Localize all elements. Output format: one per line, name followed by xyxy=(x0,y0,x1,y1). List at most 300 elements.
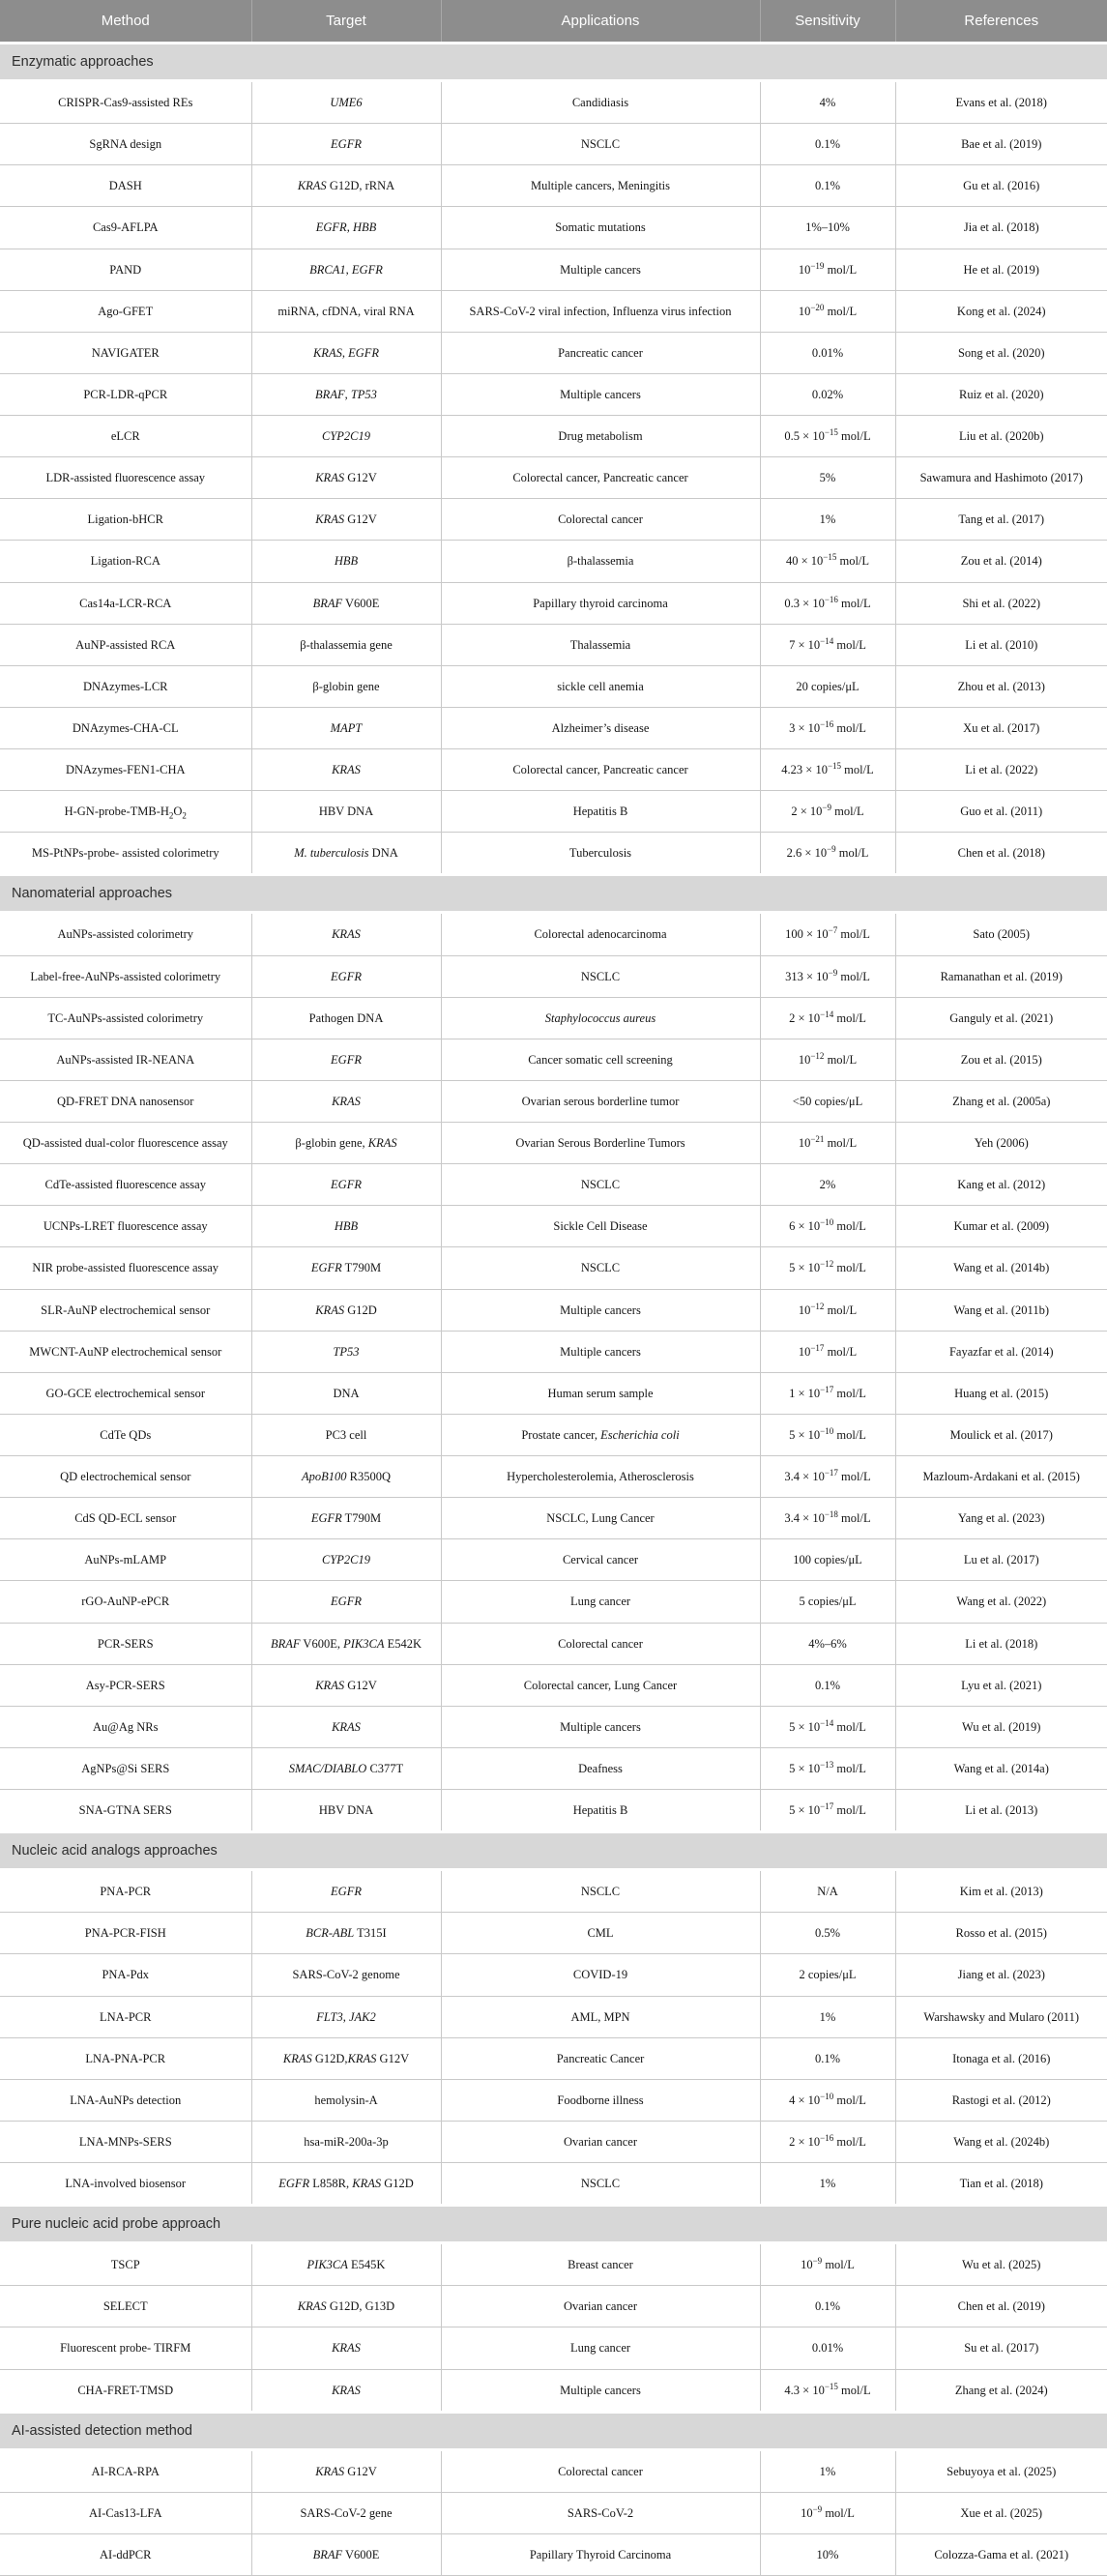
cell-applications: Multiple cancers xyxy=(441,1289,760,1331)
cell-applications: Alzheimer’s disease xyxy=(441,707,760,748)
table-row xyxy=(0,1913,1107,1954)
table-row xyxy=(0,1581,1107,1623)
cell-applications: Ovarian cancer xyxy=(441,2121,760,2162)
cell-sensitivity: $4.23 \times 10^{-15}$ mol/L xyxy=(760,749,895,791)
table-row xyxy=(0,1747,1107,1789)
cell-target: β-thalassemia gene xyxy=(251,624,441,665)
cell-applications: Ovarian Serous Borderline Tumors xyxy=(441,1123,760,1164)
cell-method: eLCR xyxy=(0,416,251,457)
table-row xyxy=(0,1289,1107,1331)
cell-method: QD-assisted dual-color fluorescence assay xyxy=(0,1123,251,1164)
section-header-label: Nucleic acid analogs approaches xyxy=(0,1832,1107,1870)
cell-target: KRAS G12V xyxy=(251,499,441,541)
cell-sensitivity: 1%–10% xyxy=(760,207,895,249)
cell-target: EGFR xyxy=(251,124,441,165)
cell-references: Wu et al. (2025) xyxy=(895,2243,1107,2286)
cell-target: MAPT xyxy=(251,707,441,748)
cell-sensitivity: $5 \times 10^{-13}$ mol/L xyxy=(760,1747,895,1789)
cell-references: Zou et al. (2015) xyxy=(895,1039,1107,1080)
cell-method: Fluorescent probe- TIRFM xyxy=(0,2327,251,2369)
cell-target: HBV DNA xyxy=(251,1790,441,1832)
table-row xyxy=(0,1539,1107,1581)
cell-references: Kang et al. (2012) xyxy=(895,1164,1107,1206)
cell-applications: NSCLC xyxy=(441,2163,760,2206)
cell-method: LDR-assisted fluorescence assay xyxy=(0,457,251,499)
cell-method: AI-ddPCR xyxy=(0,2533,251,2575)
cell-references: Li et al. (2010) xyxy=(895,624,1107,665)
cell-target: SMAC/DIABLO C377T xyxy=(251,1747,441,1789)
cell-method: Ligation-bHCR xyxy=(0,499,251,541)
cell-references: Wang et al. (2014b) xyxy=(895,1247,1107,1289)
cell-target: DNA xyxy=(251,1372,441,1414)
cell-sensitivity: $4 \times 10^{-10}$ mol/L xyxy=(760,2079,895,2121)
cell-applications: NSCLC xyxy=(441,955,760,997)
cell-target: CYP2C19 xyxy=(251,1539,441,1581)
cell-sensitivity: 5 copies/μL xyxy=(760,1581,895,1623)
cell-sensitivity: 100 copies/μL xyxy=(760,1539,895,1581)
cell-sensitivity: 1% xyxy=(760,2449,895,2492)
cell-applications: NSCLC xyxy=(441,124,760,165)
cell-applications: NSCLC xyxy=(441,1164,760,1206)
table-row xyxy=(0,2037,1107,2079)
cell-method: AuNPs-assisted IR-NEANA xyxy=(0,1039,251,1080)
table-row xyxy=(0,373,1107,415)
cell-target: EGFR xyxy=(251,1164,441,1206)
cell-sensitivity: $4.3 \times 10^{-15}$ mol/L xyxy=(760,2369,895,2412)
cell-sensitivity: 1% xyxy=(760,1996,895,2037)
cell-method: rGO-AuNP-ePCR xyxy=(0,1581,251,1623)
cell-target: KRAS G12D, G13D xyxy=(251,2286,441,2327)
cell-method: SNA-GTNA SERS xyxy=(0,1790,251,1832)
cell-applications: Multiple cancers xyxy=(441,2369,760,2412)
cell-references: Yeh (2006) xyxy=(895,1123,1107,1164)
cell-references: Li et al. (2013) xyxy=(895,1790,1107,1832)
cell-sensitivity: $5 \times 10^{-14}$ mol/L xyxy=(760,1706,895,1747)
section-header-label: Pure nucleic acid probe approach xyxy=(0,2206,1107,2243)
cell-applications: Somatic mutations xyxy=(441,207,760,249)
cell-method: QD-FRET DNA nanosensor xyxy=(0,1080,251,1122)
table-row xyxy=(0,124,1107,165)
table-row xyxy=(0,2449,1107,2492)
table-row xyxy=(0,913,1107,955)
table-row xyxy=(0,1954,1107,1996)
table-row xyxy=(0,2243,1107,2286)
table-row xyxy=(0,207,1107,249)
cell-applications: Colorectal cancer xyxy=(441,499,760,541)
cell-method: $H-GN-probe-TMB-H_2O_2$ xyxy=(0,791,251,833)
cell-references: Mazloum-Ardakani et al. (2015) xyxy=(895,1456,1107,1498)
section-header-label: Enzymatic approaches xyxy=(0,44,1107,81)
cell-applications: Colorectal cancer, Pancreatic cancer xyxy=(441,457,760,499)
cell-applications: Ovarian serous borderline tumor xyxy=(441,1080,760,1122)
cell-method: AI-RCA-RPA xyxy=(0,2449,251,2492)
cell-method: DASH xyxy=(0,165,251,207)
cell-references: Zhou et al. (2013) xyxy=(895,665,1107,707)
cell-target: EGFR xyxy=(251,1870,441,1913)
cell-target: PC3 cell xyxy=(251,1414,441,1455)
cell-applications: Drug metabolism xyxy=(441,416,760,457)
cell-method: AI-Cas13-LFA xyxy=(0,2492,251,2533)
table-row xyxy=(0,749,1107,791)
table-row xyxy=(0,1123,1107,1164)
cell-applications: Papillary thyroid carcinoma xyxy=(441,582,760,624)
cell-target: BRAF V600E, PIK3CA E542K xyxy=(251,1623,441,1664)
cell-target: TP53 xyxy=(251,1331,441,1372)
cell-sensitivity: $0.5 \times 10^{-15}$ mol/L xyxy=(760,416,895,457)
table-row xyxy=(0,2369,1107,2412)
table-row xyxy=(0,1039,1107,1080)
cell-method: SgRNA design xyxy=(0,124,251,165)
cell-method: Au@Ag NRs xyxy=(0,1706,251,1747)
cell-target: FLT3, JAK2 xyxy=(251,1996,441,2037)
cell-method: Cas14a-LCR-RCA xyxy=(0,582,251,624)
cell-applications: Colorectal cancer xyxy=(441,2449,760,2492)
cell-applications: Colorectal cancer, Lung Cancer xyxy=(441,1664,760,1706)
cell-applications: Foodborne illness xyxy=(441,2079,760,2121)
cell-sensitivity: $3.4 \times 10^{-18}$ mol/L xyxy=(760,1498,895,1539)
cell-references: Jia et al. (2018) xyxy=(895,207,1107,249)
cell-references: Rastogi et al. (2012) xyxy=(895,2079,1107,2121)
cell-target: EGFR xyxy=(251,955,441,997)
cell-target: SARS-CoV-2 gene xyxy=(251,2492,441,2533)
cell-target: Pathogen DNA xyxy=(251,997,441,1039)
cell-method: CdTe-assisted fluorescence assay xyxy=(0,1164,251,1206)
table-row xyxy=(0,249,1107,290)
cell-applications: Human serum sample xyxy=(441,1372,760,1414)
cell-method: LNA-AuNPs detection xyxy=(0,2079,251,2121)
table-row xyxy=(0,665,1107,707)
cell-references: Fayazfar et al. (2014) xyxy=(895,1331,1107,1372)
cell-sensitivity: $2 \times 10^{-14}$ mol/L xyxy=(760,997,895,1039)
cell-target: BRAF, TP53 xyxy=(251,373,441,415)
cell-method: PNA-PCR xyxy=(0,1870,251,1913)
cell-method: CdS QD-ECL sensor xyxy=(0,1498,251,1539)
cell-method: LNA-PCR xyxy=(0,1996,251,2037)
cell-target: EGFR L858R, KRAS G12D xyxy=(251,2163,441,2206)
cell-applications: Ovarian cancer xyxy=(441,2286,760,2327)
cell-references: Sawamura and Hashimoto (2017) xyxy=(895,457,1107,499)
cell-applications: Colorectal cancer xyxy=(441,1623,760,1664)
cell-sensitivity: $313 \times 10^{-9}$ mol/L xyxy=(760,955,895,997)
cell-references: Colozza-Gama et al. (2021) xyxy=(895,2533,1107,2575)
cell-applications: Hypercholesterolemia, Atherosclerosis xyxy=(441,1456,760,1498)
cell-references: Zhang et al. (2024) xyxy=(895,2369,1107,2412)
cell-target: ApoB100 R3500Q xyxy=(251,1456,441,1498)
cell-applications: Multiple cancers xyxy=(441,1706,760,1747)
cell-applications: Colorectal adenocarcinoma xyxy=(441,913,760,955)
cell-method: PCR-LDR-qPCR xyxy=(0,373,251,415)
cell-method: DNAzymes-LCR xyxy=(0,665,251,707)
cell-sensitivity: 0.5% xyxy=(760,1913,895,1954)
cell-references: Tian et al. (2018) xyxy=(895,2163,1107,2206)
cell-sensitivity: 0.01% xyxy=(760,332,895,373)
cell-applications: Lung cancer xyxy=(441,2327,760,2369)
cell-method: LNA-PNA-PCR xyxy=(0,2037,251,2079)
cell-sensitivity: $7 \times 10^{-14}$ mol/L xyxy=(760,624,895,665)
cell-sensitivity: $3.4 \times 10^{-17}$ mol/L xyxy=(760,1456,895,1498)
cell-applications: Multiple cancers xyxy=(441,249,760,290)
cell-method: AuNP-assisted RCA xyxy=(0,624,251,665)
cell-sensitivity: $5 \times 10^{-10}$ mol/L xyxy=(760,1414,895,1455)
cell-references: Evans et al. (2018) xyxy=(895,81,1107,124)
cell-sensitivity: $10^{-12}$ mol/L xyxy=(760,1039,895,1080)
cell-sensitivity: $5 \times 10^{-17}$ mol/L xyxy=(760,1790,895,1832)
table-row xyxy=(0,1870,1107,1913)
section-header-label: Nanomaterial approaches xyxy=(0,875,1107,913)
cell-references: Ruiz et al. (2020) xyxy=(895,373,1107,415)
cell-method: UCNPs-LRET fluorescence assay xyxy=(0,1206,251,1247)
table-row xyxy=(0,541,1107,582)
table-row xyxy=(0,165,1107,207)
cell-references: Xue et al. (2025) xyxy=(895,2492,1107,2533)
cell-sensitivity: $10^{-19}$ mol/L xyxy=(760,249,895,290)
cell-sensitivity: 0.01% xyxy=(760,2327,895,2369)
cell-references: Rosso et al. (2015) xyxy=(895,1913,1107,1954)
cell-applications: SARS-CoV-2 xyxy=(441,2492,760,2533)
cell-method: Ago-GFET xyxy=(0,290,251,332)
table-row xyxy=(0,1080,1107,1122)
cell-target: UME6 xyxy=(251,81,441,124)
cell-applications: Colorectal cancer, Pancreatic cancer xyxy=(441,749,760,791)
cell-references: Zhang et al. (2005a) xyxy=(895,1080,1107,1122)
cell-sensitivity: 0.1% xyxy=(760,124,895,165)
table-row xyxy=(0,290,1107,332)
cell-applications: Sickle Cell Disease xyxy=(441,1206,760,1247)
cell-target: hsa-miR-200a-3p xyxy=(251,2121,441,2162)
cell-references: Shi et al. (2022) xyxy=(895,582,1107,624)
table-row xyxy=(0,2533,1107,2575)
cell-target: EGFR xyxy=(251,1581,441,1623)
cell-references: Itonaga et al. (2016) xyxy=(895,2037,1107,2079)
cell-target: KRAS xyxy=(251,1080,441,1122)
cell-target: BRCA1, EGFR xyxy=(251,249,441,290)
table-row xyxy=(0,2327,1107,2369)
cell-references: Guo et al. (2011) xyxy=(895,791,1107,833)
cell-applications: CML xyxy=(441,1913,760,1954)
cell-sensitivity: 10% xyxy=(760,2533,895,2575)
cell-references: Jiang et al. (2023) xyxy=(895,1954,1107,1996)
cell-references: He et al. (2019) xyxy=(895,249,1107,290)
table-row xyxy=(0,707,1107,748)
cell-applications: Pancreatic cancer xyxy=(441,332,760,373)
cell-applications: SARS-CoV-2 viral infection, Influenza virus infection xyxy=(441,290,760,332)
table-row xyxy=(0,1164,1107,1206)
cell-method: TC-AuNPs-assisted colorimetry xyxy=(0,997,251,1039)
cell-method: PAND xyxy=(0,249,251,290)
cell-target: β-globin gene, KRAS xyxy=(251,1123,441,1164)
table-row xyxy=(0,624,1107,665)
cell-target: KRAS xyxy=(251,1706,441,1747)
cell-applications: Prostate cancer, Escherichia coli xyxy=(441,1414,760,1455)
cell-applications: AML, MPN xyxy=(441,1996,760,2037)
cell-applications: Papillary Thyroid Carcinoma xyxy=(441,2533,760,2575)
cell-target: BRAF V600E xyxy=(251,582,441,624)
column-header-method: Method xyxy=(0,0,251,44)
cell-applications: Multiple cancers xyxy=(441,373,760,415)
cell-sensitivity: 4%–6% xyxy=(760,1623,895,1664)
cell-target: EGFR, HBB xyxy=(251,207,441,249)
cell-method: DNAzymes-CHA-CL xyxy=(0,707,251,748)
table-row xyxy=(0,1623,1107,1664)
cell-sensitivity: $10^{-9}$ mol/L xyxy=(760,2492,895,2533)
cell-sensitivity: N/A xyxy=(760,1870,895,1913)
cell-references: Warshawsky and Mularo (2011) xyxy=(895,1996,1107,2037)
cell-references: Wang et al. (2022) xyxy=(895,1581,1107,1623)
cell-method: NAVIGATER xyxy=(0,332,251,373)
cell-references: Wang et al. (2014a) xyxy=(895,1747,1107,1789)
column-header-sensitivity: Sensitivity xyxy=(760,0,895,44)
section-header-row xyxy=(0,2412,1107,2449)
cell-target: BRAF V600E xyxy=(251,2533,441,2575)
cell-references: Kim et al. (2013) xyxy=(895,1870,1107,1913)
column-header-target: Target xyxy=(251,0,441,44)
cell-applications: Cancer somatic cell screening xyxy=(441,1039,760,1080)
cell-target: KRAS G12V xyxy=(251,1664,441,1706)
cell-sensitivity: $40 \times 10^{-15}$ mol/L xyxy=(760,541,895,582)
cell-target: KRAS xyxy=(251,749,441,791)
table-row xyxy=(0,2492,1107,2533)
cell-method: Cas9-AFLPA xyxy=(0,207,251,249)
cell-sensitivity: $10^{-17}$ mol/L xyxy=(760,1331,895,1372)
table-row xyxy=(0,457,1107,499)
cell-target: hemolysin-A xyxy=(251,2079,441,2121)
cell-sensitivity: $10^{-21}$ mol/L xyxy=(760,1123,895,1164)
cell-method: TSCP xyxy=(0,2243,251,2286)
cell-target: β-globin gene xyxy=(251,665,441,707)
cell-target: HBV DNA xyxy=(251,791,441,833)
cell-method: AuNPs-assisted colorimetry xyxy=(0,913,251,955)
cell-sensitivity: $100 \times 10^{-7}$ mol/L xyxy=(760,913,895,955)
column-header-references: References xyxy=(895,0,1107,44)
cell-references: Chen et al. (2019) xyxy=(895,2286,1107,2327)
table-row xyxy=(0,1790,1107,1832)
cell-references: Gu et al. (2016) xyxy=(895,165,1107,207)
cell-applications: sickle cell anemia xyxy=(441,665,760,707)
cell-references: Sebuyoya et al. (2025) xyxy=(895,2449,1107,2492)
cell-applications: Candidiasis xyxy=(441,81,760,124)
cell-sensitivity: 2 copies/μL xyxy=(760,1954,895,1996)
cell-target: KRAS G12D, rRNA xyxy=(251,165,441,207)
table-header-row xyxy=(0,0,1107,44)
cell-sensitivity: $2.6 \times 10^{-9}$ mol/L xyxy=(760,833,895,875)
table-row xyxy=(0,791,1107,833)
cell-references: Kong et al. (2024) xyxy=(895,290,1107,332)
cell-sensitivity: $6 \times 10^{-10}$ mol/L xyxy=(760,1206,895,1247)
table-row xyxy=(0,499,1107,541)
cell-references: Yang et al. (2023) xyxy=(895,1498,1107,1539)
table-body xyxy=(0,44,1107,2576)
cell-sensitivity: $2 \times 10^{-16}$ mol/L xyxy=(760,2121,895,2162)
cell-sensitivity: 4% xyxy=(760,81,895,124)
section-header-label: AI-assisted detection method xyxy=(0,2412,1107,2449)
table-row xyxy=(0,1206,1107,1247)
cell-target: KRAS xyxy=(251,2327,441,2369)
table-row xyxy=(0,81,1107,124)
cell-sensitivity: 1% xyxy=(760,2163,895,2206)
section-header-row xyxy=(0,44,1107,81)
cell-target: EGFR xyxy=(251,1039,441,1080)
cell-references: Chen et al. (2018) xyxy=(895,833,1107,875)
cell-method: Ligation-RCA xyxy=(0,541,251,582)
cell-applications: Pancreatic Cancer xyxy=(441,2037,760,2079)
cell-target: KRAS G12D xyxy=(251,1289,441,1331)
cell-references: Wang et al. (2011b) xyxy=(895,1289,1107,1331)
table-row xyxy=(0,2286,1107,2327)
cell-method: CRISPR-Cas9-assisted REs xyxy=(0,81,251,124)
table-row xyxy=(0,955,1107,997)
table-row xyxy=(0,1247,1107,1289)
section-header-row xyxy=(0,875,1107,913)
table-header xyxy=(0,0,1107,44)
cell-references: Ramanathan et al. (2019) xyxy=(895,955,1107,997)
cell-references: Wang et al. (2024b) xyxy=(895,2121,1107,2162)
cell-references: Xu et al. (2017) xyxy=(895,707,1107,748)
cell-target: SARS-CoV-2 genome xyxy=(251,1954,441,1996)
table-row xyxy=(0,1372,1107,1414)
cell-method: PNA-PCR-FISH xyxy=(0,1913,251,1954)
cell-applications: Hepatitis B xyxy=(441,1790,760,1832)
cell-references: Lu et al. (2017) xyxy=(895,1539,1107,1581)
cell-applications: Deafness xyxy=(441,1747,760,1789)
cell-method: DNAzymes-FEN1-CHA xyxy=(0,749,251,791)
cell-applications: Cervical cancer xyxy=(441,1539,760,1581)
table-row xyxy=(0,2121,1107,2162)
cell-target: PIK3CA E545K xyxy=(251,2243,441,2286)
cell-target: KRAS xyxy=(251,913,441,955)
table-row xyxy=(0,1331,1107,1372)
cell-references: Kumar et al. (2009) xyxy=(895,1206,1107,1247)
cell-method: SELECT xyxy=(0,2286,251,2327)
cell-method: LNA-MNPs-SERS xyxy=(0,2121,251,2162)
cell-sensitivity: 0.1% xyxy=(760,2286,895,2327)
cell-sensitivity: $5 \times 10^{-12}$ mol/L xyxy=(760,1247,895,1289)
table-row xyxy=(0,1456,1107,1498)
cell-target: CYP2C19 xyxy=(251,416,441,457)
cell-sensitivity: 1% xyxy=(760,499,895,541)
cell-method: SLR-AuNP electrochemical sensor xyxy=(0,1289,251,1331)
cell-sensitivity: $10^{-12}$ mol/L xyxy=(760,1289,895,1331)
cell-applications: Lung cancer xyxy=(441,1581,760,1623)
cell-target: M. tuberculosis DNA xyxy=(251,833,441,875)
cell-applications: Breast cancer xyxy=(441,2243,760,2286)
cell-target: HBB xyxy=(251,1206,441,1247)
table-row xyxy=(0,1996,1107,2037)
cell-sensitivity: 0.1% xyxy=(760,2037,895,2079)
cell-method: GO-GCE electrochemical sensor xyxy=(0,1372,251,1414)
cell-references: Song et al. (2020) xyxy=(895,332,1107,373)
cell-references: Zou et al. (2014) xyxy=(895,541,1107,582)
section-header-row xyxy=(0,1832,1107,1870)
cell-applications: NSCLC, Lung Cancer xyxy=(441,1498,760,1539)
cell-target: BCR-ABL T315I xyxy=(251,1913,441,1954)
cell-applications: NSCLC xyxy=(441,1247,760,1289)
section-header-row xyxy=(0,2206,1107,2243)
cell-sensitivity: $10^{-20}$ mol/L xyxy=(760,290,895,332)
cell-applications: Thalassemia xyxy=(441,624,760,665)
cell-sensitivity: 0.1% xyxy=(760,165,895,207)
table-row xyxy=(0,582,1107,624)
table-row xyxy=(0,2163,1107,2206)
cell-references: Wu et al. (2019) xyxy=(895,1706,1107,1747)
cell-target: KRAS G12V xyxy=(251,457,441,499)
cell-target: KRAS xyxy=(251,2369,441,2412)
cell-applications: Multiple cancers, Meningitis xyxy=(441,165,760,207)
cell-applications: Multiple cancers xyxy=(441,1331,760,1372)
table-row xyxy=(0,2079,1107,2121)
table-row xyxy=(0,416,1107,457)
column-header-applications: Applications xyxy=(441,0,760,44)
table-row xyxy=(0,1498,1107,1539)
